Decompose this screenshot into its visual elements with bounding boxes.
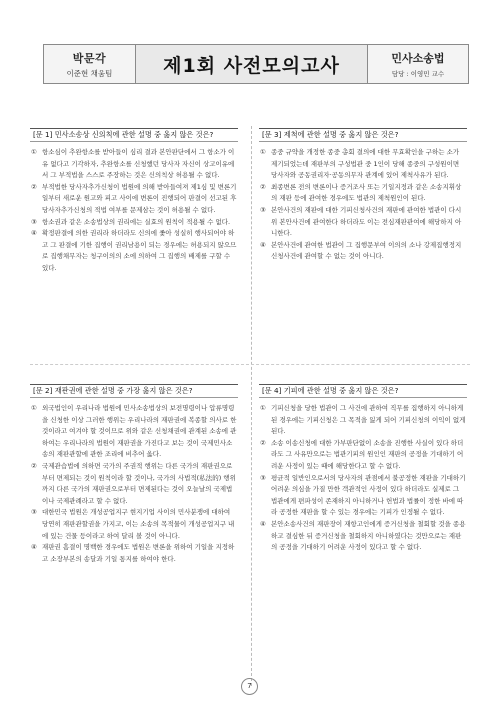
option-item[interactable] — [30, 182, 238, 217]
brand-team: 이준현 채움팀 — [66, 68, 113, 78]
option-item[interactable] — [30, 147, 238, 182]
option-item[interactable] — [30, 228, 238, 274]
option-item[interactable] — [259, 403, 467, 438]
option-item[interactable] — [30, 217, 238, 229]
brand-cell — [44, 45, 136, 83]
question-heading: [문 4] 기피에 관한 설명 중 옳지 않은 것은? — [259, 384, 467, 398]
option-item[interactable] — [259, 519, 467, 554]
option-list — [259, 403, 467, 554]
option-number: ② — [260, 182, 266, 191]
option-text: 항소심이 추완항소를 받아들이 심리 결과 본안판단에서 그 항소가 이유 없다고 기각하자, 추완항소를 신청했던 당사자 자신이 상고이유에서 그 부적법을 스스로 주장하는 것은 신의칙상 허용될 수 없다. — [42, 148, 235, 180]
option-number: ③ — [260, 473, 266, 482]
option-text: 대한민국 법원은 개성공업지구 현지기업 사이의 민사분쟁에 대하여 당연히 재판관할권을 가지고, 이는 소송의 목적물이 개성공업지구 내에 있는 건물 등이라고 하여 달리 볼 것이 아니다. — [42, 508, 235, 540]
option-item[interactable] — [259, 473, 467, 519]
column-divider — [251, 126, 252, 686]
question-4 — [259, 384, 467, 554]
option-text: 기피신청을 당한 법관이 그 사건에 관하여 직무를 집행하지 아니하게 된 경우에는 기피신청은 그 목적을 잃게 되어 기피신청의 이익이 없게 된다. — [271, 404, 466, 436]
option-text: 평균적 일반인으로서의 당사자의 관점에서 불공정한 재판을 기대하기 어려운 의심을 가질 만한 객관적인 사정이 있다 하더라도 실제로 그 법관에게 편파성이 존재하지 아니하거나 헌법과 법률이 정한 바에 따라 공정한 재판을 할 수 있는 경우에는 기피가 인정될 수 없다. — [271, 473, 466, 517]
exam-header — [43, 44, 469, 84]
option-item[interactable] — [259, 438, 467, 473]
option-list — [30, 403, 238, 565]
option-number: ② — [260, 438, 266, 447]
option-list — [259, 147, 467, 263]
subject-cell — [368, 45, 468, 83]
option-list — [30, 147, 238, 275]
option-text: 확정판결에 의한 권리라 하더라도 신의에 좇아 성실히 행사되어야 하고 그 판결에 기한 집행이 권리남용이 되는 경우에는 허용되지 않으므로 집행채무자는 청구이의의 소에 의하여 그 집행의 배제를 구할 수 있다. — [42, 229, 237, 272]
option-text: 본안사건에 관여한 법관이 그 집행문부여 이의의 소나 강제집행정지 신청사건에 관여할 수 없는 것이 아니다. — [271, 240, 462, 261]
option-text: 종중 규약을 개정한 종중 총회 결의에 대한 무효확인을 구하는 소가 제기되었는데 재판부의 구성법관 중 1인이 당해 종중의 구성원이면 당사자와 공동권리자·공동의무자 관계에 있어 제척사유가 된다. — [271, 148, 460, 180]
option-number: ① — [31, 148, 37, 156]
option-number: ② — [31, 461, 37, 470]
question-1 — [30, 128, 238, 275]
option-number: ③ — [260, 205, 266, 214]
option-number: ③ — [31, 217, 37, 226]
option-number: ③ — [31, 508, 37, 517]
option-item[interactable] — [30, 461, 238, 507]
option-item[interactable] — [30, 542, 238, 565]
brand-name: 박문각 — [72, 51, 107, 65]
option-number: ① — [260, 148, 266, 156]
exam-title: 제1회 사전모의고사 — [163, 54, 340, 77]
option-item[interactable] — [259, 240, 467, 263]
option-item[interactable] — [30, 507, 238, 542]
option-item[interactable] — [259, 147, 467, 182]
instructor: 담당 : 이영민 교수 — [391, 70, 445, 78]
page-number: 7 — [241, 678, 258, 695]
option-text: 국제관습법에 의하면 국가의 주권적 행위는 다른 국가의 재판권으로부터 면제되는 것이 원칙이라 할 것이나, 국가의 사법적(私法的) 행위까지 다른 국가의 재판권으로부터 면제된다는 것이 오늘날의 국제법이나 국제관례라고 할 수 없다. — [42, 461, 236, 505]
option-item[interactable] — [259, 182, 467, 205]
option-item[interactable] — [30, 403, 238, 461]
question-heading: [문 3] 제척에 관한 설명 중 옳지 않은 것은? — [259, 128, 467, 142]
question-heading: [문 2] 재판권에 관한 설명 중 가장 옳지 않은 것은? — [30, 384, 238, 398]
option-text: 외국법인이 우리나라 법원에 민사소송법상의 보전명령이나 압류명령을 신청한 이상 그러한 행위는 우리나라의 재판권에 복종할 의사로 한 것이라고 여겨야 할 것이므로 위와 같은 신청채권에 관계된 소송에 관하여는 우리나라의 법원이 재판권을 가진다고 보는 것이 국제민사소송의 재판관할에 관한 조리에 비추어 옳다. — [42, 404, 237, 459]
option-number: ① — [260, 404, 266, 412]
option-number: ④ — [31, 229, 37, 238]
option-text: 소송 이송신청에 대한 가부판단없이 소송을 진행한 사실이 있다 하더라도 그 사유만으로는 법관기피의 원인인 재판의 공정을 기대하기 어려운 사정이 있는 때에 해당한다고 할 수 없다. — [271, 438, 464, 470]
title-cell — [136, 45, 368, 83]
question-2 — [30, 384, 238, 565]
option-item[interactable] — [259, 205, 467, 240]
option-text: 본안사건의 재판에 대한 기피신청사건의 재판에 관여한 법관이 다시 위 본안사건에 관여한다 하더라도 이는 전심재판관여에 해당하지 아니한다. — [271, 205, 462, 238]
option-text: 항소권과 같은 소송법상의 권리에는 실효의 원칙이 적용될 수 없다. — [42, 217, 231, 226]
subject-name: 민사소송법 — [391, 52, 445, 65]
option-number: ① — [31, 404, 37, 412]
option-text: 부적법한 당사자추가신청이 법원에 의해 받아들여져 제1심 및 변론기일부터 새로운 원고와 피고 사이에 변론이 진행되어 판결이 선고된 후 당사자추가신청의 적법 여부를 문제삼는 것이 허용될 수 없다. — [42, 182, 237, 214]
option-text: 재판권 흠결이 명백한 경우에도 법원은 변론을 위하여 기일을 지정하고 소장부본의 송달과 기일 통지를 하여야 한다. — [42, 543, 235, 563]
option-number: ④ — [260, 519, 266, 528]
question-heading: [문 1] 민사소송상 신의칙에 관한 설명 중 옳지 않은 것은? — [30, 128, 238, 142]
option-number: ② — [31, 182, 37, 191]
option-number: ④ — [260, 240, 266, 249]
row-divider — [30, 364, 470, 365]
question-3 — [259, 128, 467, 263]
option-text: 최종변론 전의 변론이나 증거조사 또는 기일지정과 같은 소송지휘상의 재판 등에 관여한 경우에도 법관의 제척원인이 된다. — [271, 182, 462, 203]
option-text: 본안소송사건의 재판장이 재항고인에게 증거신청을 철회할 것을 종용하고 결심한 뒤 증거신청을 철회하지 아니하였다는 것만으로는 재판의 공정을 기대하기 어려운 사정이 있다고 할 수 없다. — [271, 519, 466, 552]
option-number: ④ — [31, 543, 37, 552]
